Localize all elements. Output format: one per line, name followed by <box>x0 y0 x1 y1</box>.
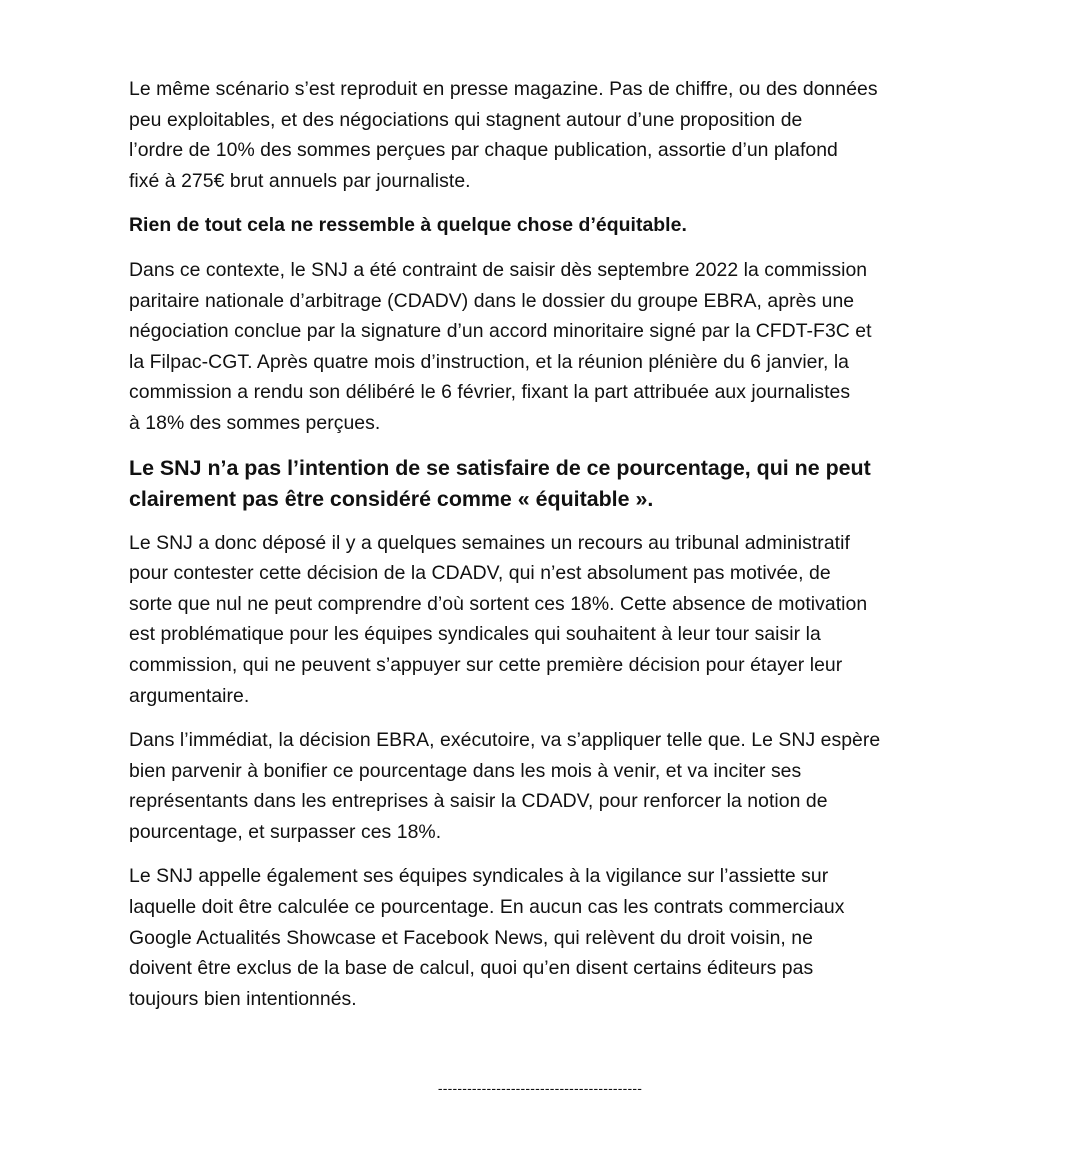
paragraph-recours <box>129 528 954 712</box>
paragraph-line: négociation conclue par la signature d’un accord minoritaire signé par la CFDT-F3C et <box>129 320 872 343</box>
paragraph-line: sorte que nul ne peut comprendre d’où sortent ces 18%. Cette absence de motivation <box>129 592 868 615</box>
paragraph-line: Le SNJ n’a pas l’intention de se satisfaire de ce pourcentage, qui ne peut <box>129 455 871 480</box>
paragraph-line: laquelle doit être calculée ce pourcentage. En aucun cas les contrats commerciaux <box>129 896 845 919</box>
paragraph-line: peu exploitables, et des négociations qui stagnent autour d’une proposition de <box>129 108 803 131</box>
paragraph-line: clairement pas être considéré comme « équitable ». <box>129 487 654 512</box>
paragraph-line: pour contester cette décision de la CDADV, qui n’est absolument pas motivée, de <box>129 562 831 585</box>
paragraph-line: toujours bien intentionnés. <box>129 987 357 1010</box>
paragraph-line: Le même scénario s’est reproduit en presse magazine. Pas de chiffre, ou des données <box>129 78 878 100</box>
paragraph-line: Dans ce contexte, le SNJ a été contraint de saisir dès septembre 2022 la commission <box>129 258 868 281</box>
paragraph-line: commission a rendu son délibéré le 6 février, fixant la part attribuée aux journalistes <box>129 381 851 404</box>
paragraph-immediat <box>129 725 954 847</box>
paragraph-line: est problématique pour les équipes syndicales qui souhaitent à leur tour saisir la <box>129 623 821 646</box>
emphasis-statement <box>129 210 954 241</box>
document-body <box>129 74 954 1028</box>
paragraph-line: paritaire nationale d’arbitrage (CDADV) dans le dossier du groupe EBRA, après une <box>129 289 855 312</box>
paragraph-context <box>129 255 954 439</box>
paragraph-vigilance <box>129 861 954 1014</box>
paragraph-line: l’ordre de 10% des sommes perçues par chaque publication, assortie d’un plafond <box>129 139 838 162</box>
paragraph-line: commission, qui ne peuvent s’appuyer sur cette première décision pour étayer leur <box>129 653 843 676</box>
paragraph-line: Le SNJ a donc déposé il y a quelques semaines un recours au tribunal administratif <box>129 531 850 554</box>
paragraph-line: Le SNJ appelle également ses équipes syndicales à la vigilance sur l’assiette sur <box>129 865 829 888</box>
paragraph-line: Dans l’immédiat, la décision EBRA, exécutoire, va s’appliquer telle que. Le SNJ espère <box>129 729 881 752</box>
section-separator: ------------------------------------------ <box>437 1080 643 1096</box>
paragraph-line: bien parvenir à bonifier ce pourcentage dans les mois à venir, et va inciter ses <box>129 759 802 782</box>
paragraph-line: la Filpac-CGT. Après quatre mois d’instruction, et la réunion plénière du 6 janvier, la <box>129 350 850 373</box>
paragraph-line: doivent être exclus de la base de calcul, quoi qu’en disent certains éditeurs pas <box>129 957 814 980</box>
paragraph-line: Google Actualités Showcase et Facebook News, qui relèvent du droit voisin, ne <box>129 926 813 949</box>
paragraph-line: représentants dans les entreprises à saisir la CDADV, pour renforcer la notion de <box>129 790 828 813</box>
paragraph-line: pourcentage, et surpasser ces 18%. <box>129 820 442 843</box>
paragraph-line: Rien de tout cela ne ressemble à quelque chose d’équitable. <box>129 214 687 237</box>
paragraph-presse-magazine <box>129 74 954 196</box>
paragraph-line: fixé à 275€ brut annuels par journaliste. <box>129 169 471 192</box>
heading-statement <box>129 453 954 516</box>
paragraph-line: à 18% des sommes perçues. <box>129 411 381 434</box>
paragraph-line: argumentaire. <box>129 684 250 707</box>
